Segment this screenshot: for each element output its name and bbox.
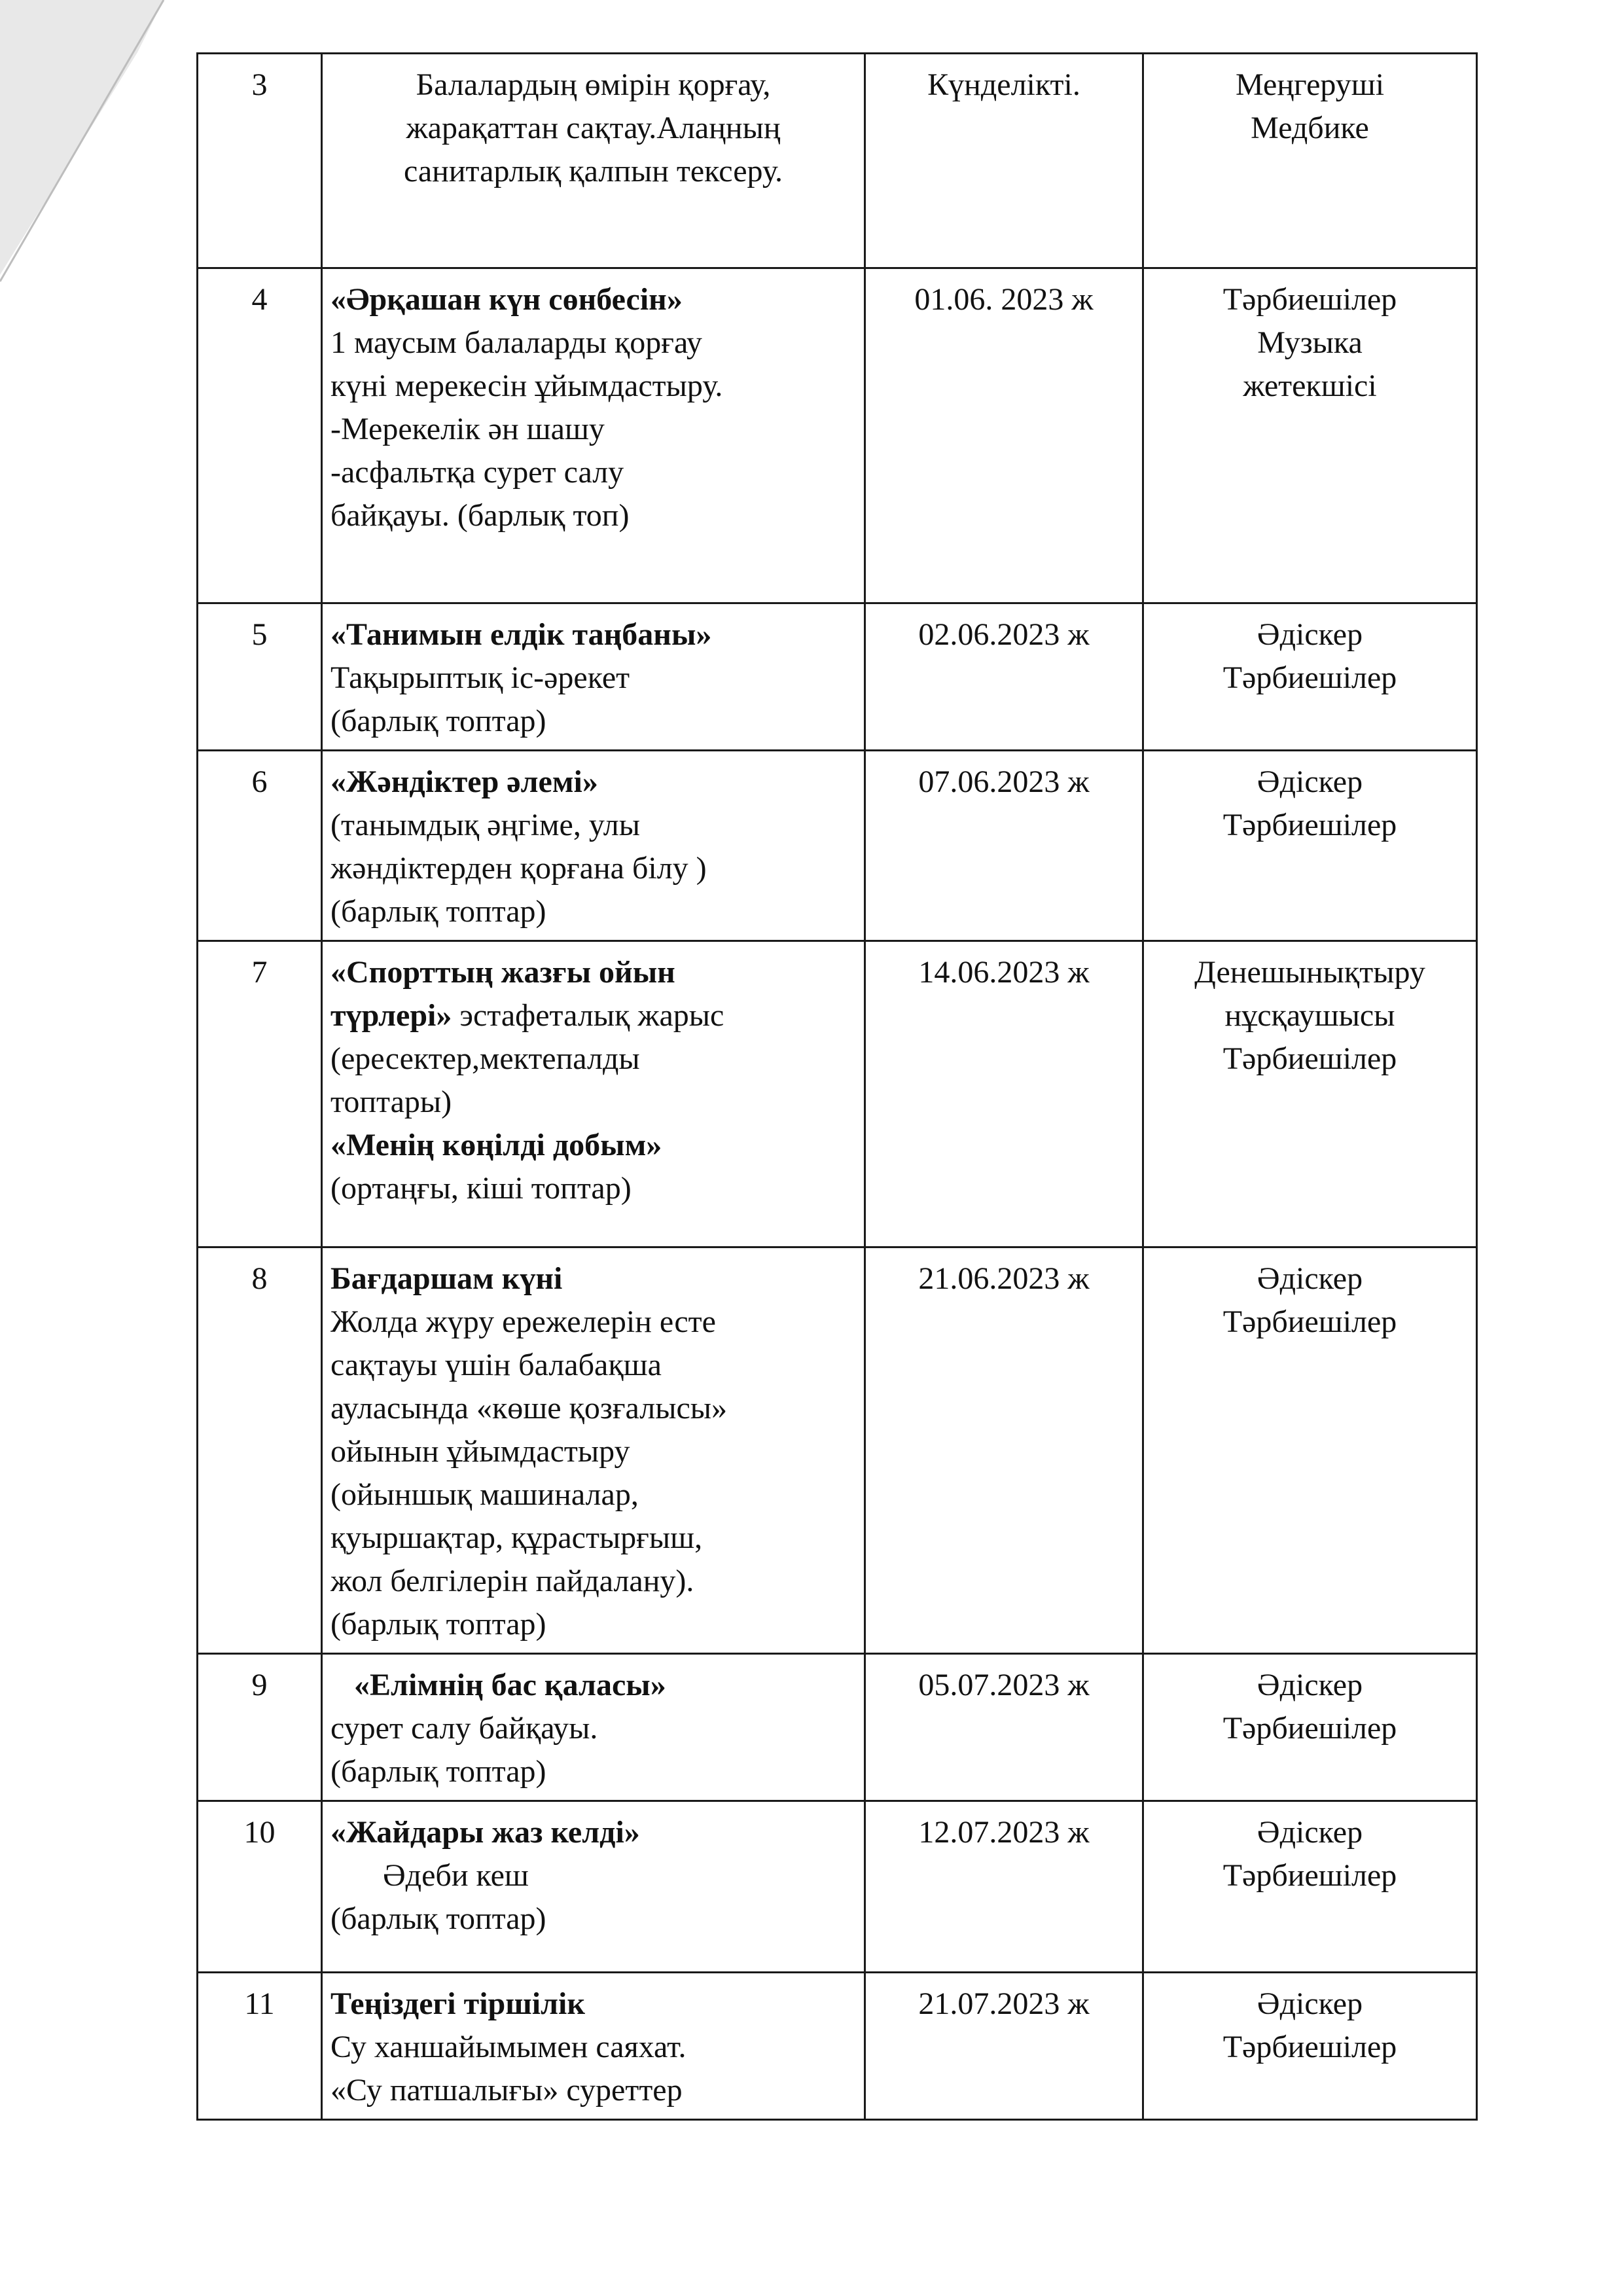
- responsible-line: Медбике: [1251, 111, 1369, 145]
- event-line: «Танимын елдік таңбаны»: [330, 617, 712, 652]
- date-text: 21.07.2023 ж: [918, 1986, 1090, 2021]
- event-description: [322, 751, 865, 941]
- table-row: [198, 1654, 1477, 1801]
- event-line: (барлық топтар): [330, 894, 546, 929]
- date-text: 21.06.2023 ж: [918, 1261, 1090, 1296]
- event-line: (ортаңғы, кіші топтар): [330, 1171, 632, 1206]
- date-text: 07.06.2023 ж: [918, 764, 1090, 799]
- event-line: жәндіктерден қорғана білу ): [330, 851, 707, 886]
- responsible-persons: [1143, 1247, 1477, 1654]
- event-description: [322, 603, 865, 751]
- responsible-line: Тәрбиешілер: [1222, 1711, 1397, 1746]
- event-line: қуыршақтар, құрастырғыш,: [330, 1520, 703, 1555]
- responsible-line: нұсқаушысы: [1224, 998, 1395, 1033]
- event-line: байқауы. (барлық топ): [330, 498, 630, 533]
- event-line: «Жайдары жаз келді»: [330, 1815, 640, 1850]
- responsible-line: Әдіскер: [1257, 1668, 1363, 1702]
- responsible-line: Тәрбиешілер: [1222, 2030, 1397, 2064]
- row-number: 8: [198, 1247, 322, 1654]
- responsible-line: Әдіскер: [1257, 1815, 1363, 1850]
- event-date: [865, 268, 1143, 603]
- event-line: ауласында «көше қозғалысы»: [330, 1391, 728, 1426]
- event-line: (танымдық әңгіме, улы: [330, 808, 640, 842]
- event-line: сурет салу байқауы.: [330, 1711, 598, 1746]
- responsible-line: жетекшісі: [1243, 368, 1377, 403]
- event-line: «Су патшалығы» суреттер: [330, 2073, 683, 2108]
- responsible-line: Тәрбиешілер: [1222, 1304, 1397, 1339]
- event-line: санитарлық қалпын тексеру.: [403, 154, 783, 188]
- event-description: [322, 268, 865, 603]
- event-line-bold-part: түрлері»: [330, 998, 452, 1033]
- responsible-line: Денешынықтыру: [1194, 955, 1425, 990]
- event-plan-table: [196, 52, 1478, 2121]
- event-line: ойынын ұйымдастыру: [330, 1434, 630, 1469]
- responsible-line: Тәрбиешілер: [1222, 660, 1397, 695]
- row-number: 5: [198, 603, 322, 751]
- responsible-line: Әдіскер: [1257, 1986, 1363, 2021]
- responsible-persons: [1143, 941, 1477, 1247]
- row-number: 11: [198, 1973, 322, 2120]
- event-line: топтары): [330, 1085, 452, 1119]
- event-line: (барлық топтар): [330, 1607, 546, 1641]
- event-date: [865, 54, 1143, 268]
- event-line: «Менің көңілді добым»: [330, 1128, 662, 1162]
- event-line: 1 маусым балаларды қорғау: [330, 325, 702, 360]
- table-row: [198, 54, 1477, 268]
- event-line: (барлық топтар): [330, 1754, 546, 1789]
- event-description: [322, 941, 865, 1247]
- event-date: [865, 1247, 1143, 1654]
- event-line: «Жәндіктер әлемі»: [330, 764, 598, 799]
- event-line: -асфальтқа сурет салу: [330, 455, 624, 490]
- event-description: [322, 1247, 865, 1654]
- event-line: «Спорттың жазғы ойын: [330, 955, 675, 990]
- event-line: жарақаттан сақтау.Алаңның: [406, 111, 781, 145]
- responsible-persons: [1143, 54, 1477, 268]
- responsible-persons: [1143, 603, 1477, 751]
- event-line: Балалардың өмірін қорғау,: [416, 67, 771, 102]
- event-description: [322, 1973, 865, 2120]
- event-date: [865, 941, 1143, 1247]
- table-row: [198, 1247, 1477, 1654]
- event-plan-table-body: [198, 54, 1477, 2120]
- event-line: (ересектер,мектепалды: [330, 1041, 640, 1076]
- responsible-line: Әдіскер: [1257, 617, 1363, 652]
- responsible-line: Әдіскер: [1257, 764, 1363, 799]
- event-line: -Мерекелік ән шашу: [330, 412, 605, 446]
- event-description: [322, 1801, 865, 1973]
- event-line: (ойыншық машиналар,: [330, 1477, 639, 1512]
- responsible-persons: [1143, 268, 1477, 603]
- table-row: [198, 1801, 1477, 1973]
- responsible-persons: [1143, 751, 1477, 941]
- event-line: түрлері» эстафеталық жарыс: [330, 998, 724, 1033]
- event-line: (барлық топтар): [330, 704, 546, 738]
- table-row: [198, 268, 1477, 603]
- responsible-line: Тәрбиешілер: [1222, 1041, 1397, 1076]
- event-date: [865, 1801, 1143, 1973]
- table-row: [198, 941, 1477, 1247]
- responsible-line: Тәрбиешілер: [1222, 282, 1397, 317]
- responsible-line: Әдіскер: [1257, 1261, 1363, 1296]
- event-description: [322, 54, 865, 268]
- event-line: (барлық топтар): [330, 1901, 546, 1936]
- responsible-line: Меңгеруші: [1235, 67, 1385, 102]
- event-line: жол белгілерін пайдалану).: [330, 1564, 694, 1598]
- responsible-line: Тәрбиешілер: [1222, 808, 1397, 842]
- event-line: Тақырыптық іс-әрекет: [330, 660, 630, 695]
- row-number: 10: [198, 1801, 322, 1973]
- date-text: 01.06. 2023 ж: [914, 282, 1094, 317]
- responsible-persons: [1143, 1973, 1477, 2120]
- event-date: [865, 751, 1143, 941]
- row-number: 6: [198, 751, 322, 941]
- date-text: 02.06.2023 ж: [918, 617, 1090, 652]
- row-number: 3: [198, 54, 322, 268]
- row-number: 4: [198, 268, 322, 603]
- event-line: сақтауы үшін балабақша: [330, 1348, 662, 1382]
- event-date: [865, 1973, 1143, 2120]
- table-row: [198, 751, 1477, 941]
- date-text: Күнделікті.: [927, 67, 1080, 102]
- event-line: Бағдаршам күні: [330, 1261, 563, 1296]
- responsible-persons: [1143, 1654, 1477, 1801]
- event-line: Теңіздегі тіршілік: [330, 1986, 586, 2021]
- responsible-persons: [1143, 1801, 1477, 1973]
- date-text: 05.07.2023 ж: [918, 1668, 1090, 1702]
- event-line: Жолда жүру ережелерін есте: [330, 1304, 716, 1339]
- event-date: [865, 603, 1143, 751]
- event-description: [322, 1654, 865, 1801]
- date-text: 14.06.2023 ж: [918, 955, 1090, 990]
- event-line: «Әрқашан күн сөнбесін»: [330, 282, 683, 317]
- responsible-line: Тәрбиешілер: [1222, 1858, 1397, 1893]
- row-number: 7: [198, 941, 322, 1247]
- row-number: 9: [198, 1654, 322, 1801]
- event-line: Әдеби кеш: [383, 1858, 529, 1893]
- event-line: Су ханшайымымен саяхат.: [330, 2030, 687, 2064]
- event-date: [865, 1654, 1143, 1801]
- table-row: [198, 603, 1477, 751]
- responsible-line: Музыка: [1257, 325, 1363, 360]
- event-line: күні мерекесін ұйымдастыру.: [330, 368, 723, 403]
- table-row: [198, 1973, 1477, 2120]
- event-line: «Елімнің бас қаласы»: [354, 1668, 666, 1702]
- date-text: 12.07.2023 ж: [918, 1815, 1090, 1850]
